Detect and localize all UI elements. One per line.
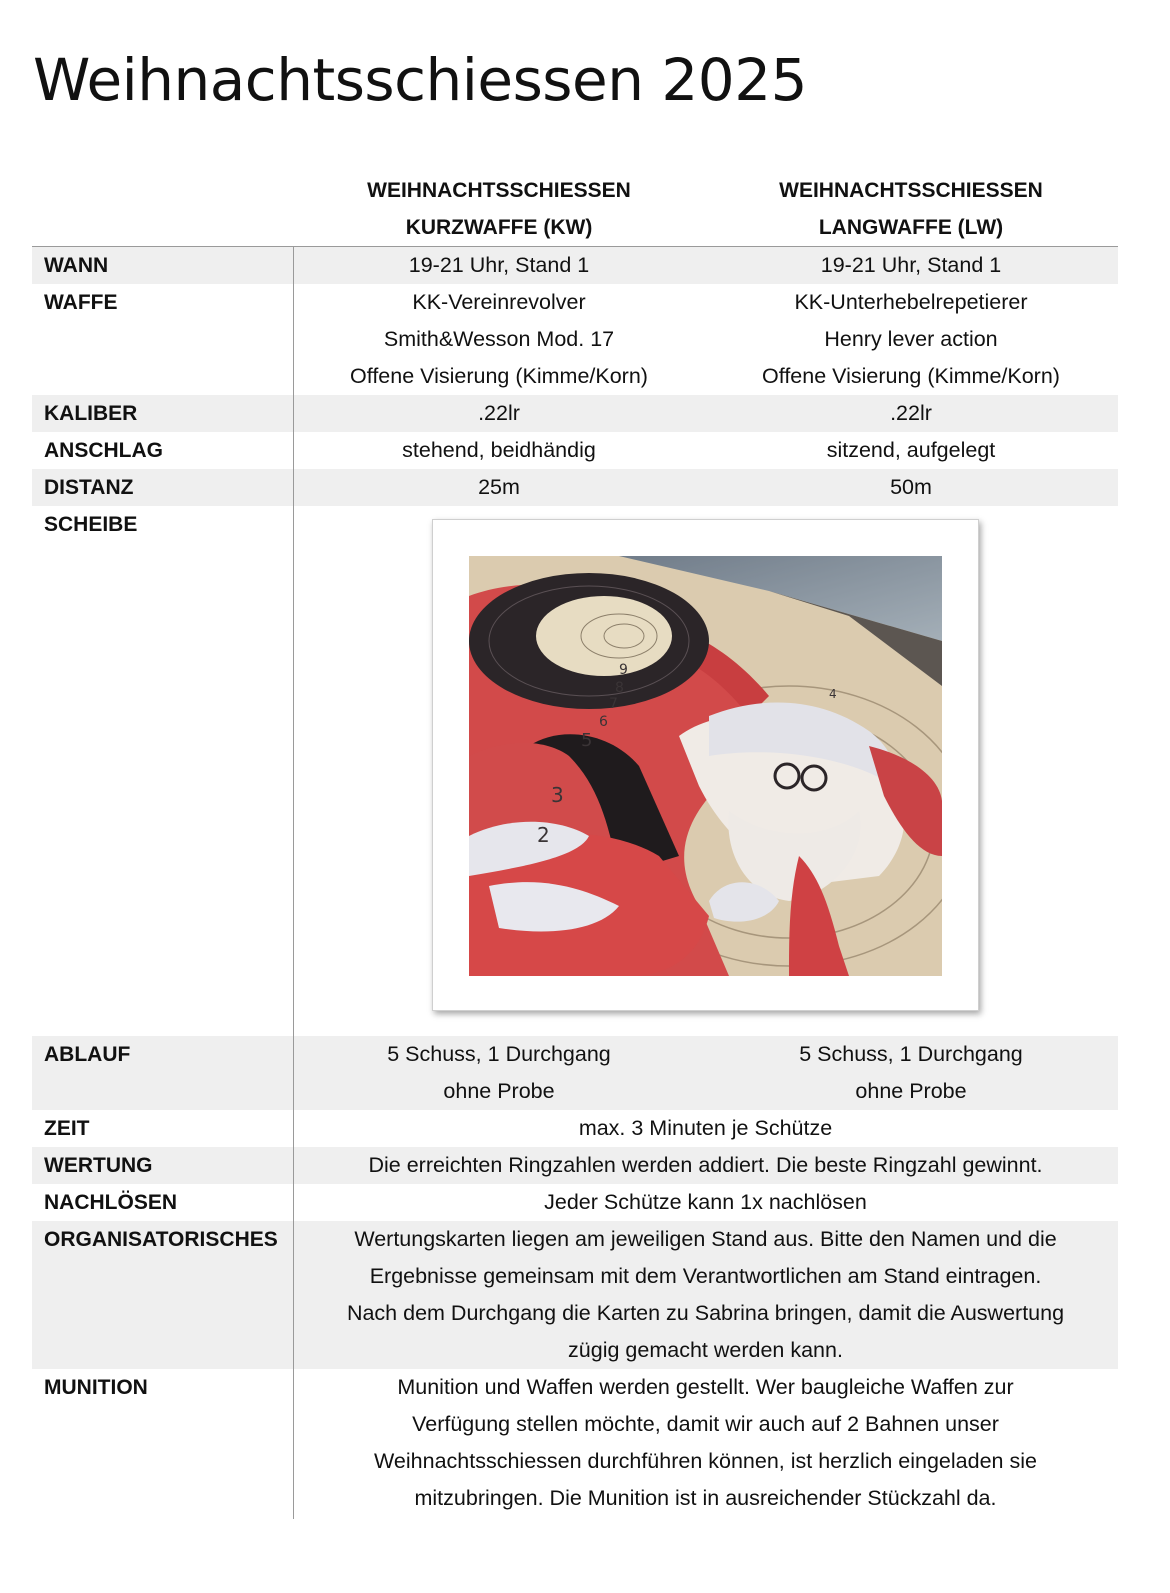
wertung-value: Die erreichten Ringzahlen werden addiert. Die beste Ringzahl gewinnt. (368, 1153, 1043, 1177)
row-distanz (32, 469, 1118, 506)
row-label-wann: WANN (44, 254, 109, 277)
waffe-kw-line: Smith&Wesson Mod. 17 (383, 327, 615, 351)
ring-number-8: 8 (615, 680, 624, 696)
row-label-zeit: ZEIT (44, 1117, 90, 1140)
organisatorisches-line: Ergebnisse gemeinsam mit dem Verantwortlichen am Stand eintragen. (369, 1264, 1042, 1288)
waffe-kw-line: Offene Visierung (Kimme/Korn) (350, 364, 648, 388)
header-empty-cell (32, 172, 293, 246)
ring-number-5: 5 (581, 730, 593, 751)
row-label-anschlag: ANSCHLAG (44, 439, 163, 462)
row-label-munition: MUNITION (44, 1376, 148, 1399)
row-wertung (32, 1147, 1118, 1184)
waffe-lw-line: Henry lever action (824, 327, 998, 351)
waffe-lw-line: Offene Visierung (Kimme/Korn) (762, 364, 1060, 388)
row-wann (32, 247, 1118, 284)
row-label-waffe: WAFFE (44, 291, 118, 314)
nachloesen-value: Jeder Schütze kann 1x nachlösen (544, 1190, 867, 1214)
wann-lw: 19-21 Uhr, Stand 1 (820, 253, 1002, 277)
header-lw (705, 172, 1117, 246)
row-ablauf (32, 1036, 1118, 1110)
header-kw-line2: KURZWAFFE (KW) (405, 216, 593, 239)
row-label-wertung: WERTUNG (44, 1154, 153, 1177)
ring-number-4: 4 (829, 687, 837, 701)
page-title: Weihnachtsschiessen 2025 (33, 46, 808, 114)
row-label-scheibe: SCHEIBE (44, 513, 138, 536)
header-kw (293, 172, 705, 246)
row-label-organisatorisches: ORGANISATORISCHES (44, 1228, 278, 1251)
row-label-kaliber: KALIBER (44, 402, 138, 425)
target-photo-frame (432, 519, 979, 1011)
waffe-lw-line: KK-Unterhebelrepetierer (794, 290, 1028, 314)
ring-number-7: 7 (609, 696, 618, 712)
santa-target-photo (469, 556, 942, 976)
column-divider (293, 247, 294, 1519)
header-lw-line1: WEIHNACHTSSCHIESSEN (779, 179, 1043, 202)
waffe-kw-line: KK-Vereinrevolver (412, 290, 586, 314)
ablauf-lw-line: ohne Probe (855, 1079, 967, 1103)
table-header (32, 172, 1118, 246)
row-zeit (32, 1110, 1118, 1147)
santa-target-illustration (469, 556, 942, 976)
ablauf-kw-line: ohne Probe (443, 1079, 555, 1103)
ring-number-3: 3 (551, 783, 564, 807)
kaliber-kw: .22lr (478, 401, 520, 425)
row-nachloesen (32, 1184, 1118, 1221)
organisatorisches-value (293, 1221, 1118, 1369)
distanz-lw: 50m (890, 475, 932, 499)
munition-line: Weihnachtsschiessen durchführen können, ist herzlich eingeladen sie (374, 1449, 1037, 1473)
ablauf-lw (705, 1036, 1117, 1110)
row-anschlag (32, 432, 1118, 469)
ring-number-9: 9 (619, 662, 628, 678)
row-waffe (32, 284, 1118, 395)
ring-number-2: 2 (537, 823, 550, 847)
ablauf-kw (293, 1036, 705, 1110)
wann-kw: 19-21 Uhr, Stand 1 (408, 253, 590, 277)
zeit-value: max. 3 Minuten je Schütze (578, 1116, 833, 1140)
ablauf-lw-line: 5 Schuss, 1 Durchgang (799, 1042, 1023, 1066)
header-lw-line2: LANGWAFFE (LW) (818, 216, 1004, 239)
munition-line: mitzubringen. Die Munition ist in ausreichender Stückzahl da. (414, 1486, 997, 1510)
organisatorisches-line: Wertungskarten liegen am jeweiligen Stand aus. Bitte den Namen und die (354, 1227, 1057, 1251)
organisatorisches-line: Nach dem Durchgang die Karten zu Sabrina bringen, damit die Auswertung (346, 1301, 1065, 1325)
row-label-nachloesen: NACHLÖSEN (44, 1191, 178, 1214)
row-label-distanz: DISTANZ (44, 476, 134, 499)
organisatorisches-line: zügig gemacht werden kann. (568, 1338, 843, 1362)
distanz-kw: 25m (478, 475, 520, 499)
kaliber-lw: .22lr (890, 401, 932, 425)
munition-value (293, 1369, 1118, 1517)
anschlag-kw: stehend, beidhändig (402, 438, 596, 462)
row-organisatorisches (32, 1221, 1118, 1369)
ring-number-6: 6 (599, 714, 608, 730)
ablauf-kw-line: 5 Schuss, 1 Durchgang (387, 1042, 611, 1066)
waffe-lw (705, 284, 1117, 395)
scheibe-cell (293, 506, 1118, 1036)
row-label-ablauf: ABLAUF (44, 1043, 131, 1066)
header-kw-line1: WEIHNACHTSSCHIESSEN (367, 179, 631, 202)
waffe-kw (293, 284, 705, 395)
row-kaliber (32, 395, 1118, 432)
munition-line: Munition und Waffen werden gestellt. Wer baugleiche Waffen zur (397, 1375, 1014, 1399)
event-table (32, 172, 1118, 1517)
row-munition (32, 1369, 1118, 1517)
anschlag-lw: sitzend, aufgelegt (826, 438, 996, 462)
row-scheibe (32, 506, 1118, 1036)
munition-line: Verfügung stellen möchte, damit wir auch auf 2 Bahnen unser (412, 1412, 999, 1436)
